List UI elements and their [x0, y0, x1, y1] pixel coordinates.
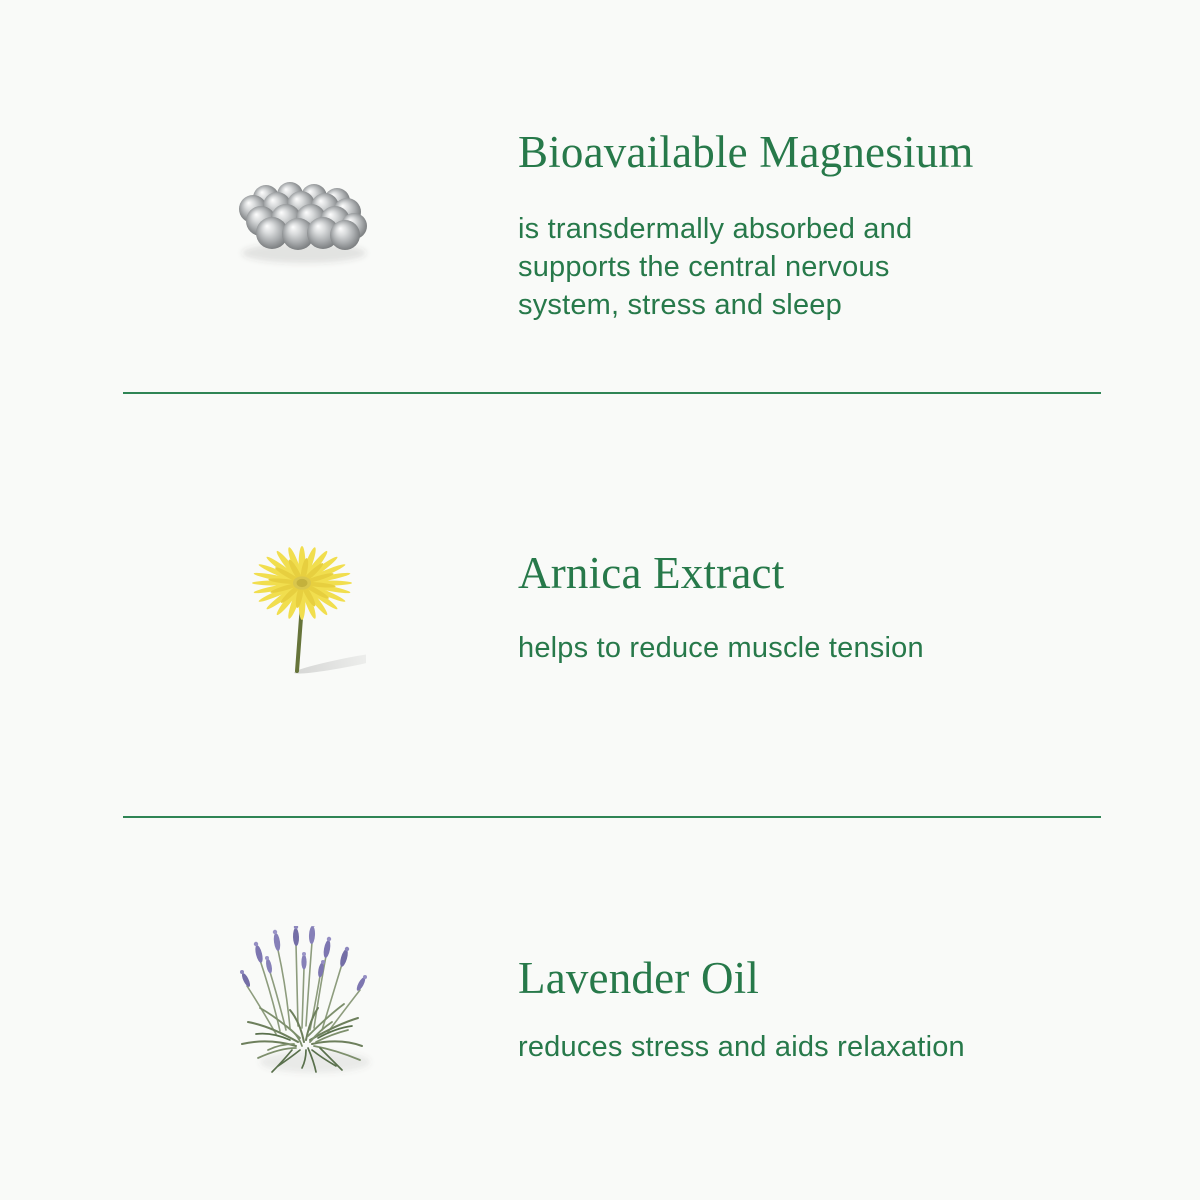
- ingredient-title: Bioavailable Magnesium: [518, 127, 974, 177]
- lavender-plant-icon: [220, 926, 380, 1078]
- arnica-flower-icon: [246, 543, 366, 678]
- description-line: helps to reduce muscle tension: [518, 632, 924, 664]
- ingredient-title: Arnica Extract: [518, 548, 785, 598]
- lavender-plant-image: [220, 926, 380, 1078]
- ingredient-title: Lavender Oil: [518, 953, 760, 1003]
- description-line: is transdermally absorbed and: [518, 213, 913, 245]
- magnesium-spheres-image: [226, 168, 378, 270]
- description-line: system, stress and sleep: [518, 289, 842, 321]
- ingredient-description: [518, 210, 912, 324]
- section-divider: [123, 392, 1101, 394]
- description-line: supports the central nervous: [518, 251, 890, 283]
- section-divider: [123, 816, 1101, 818]
- arnica-flower-image: [246, 543, 366, 678]
- magnesium-spheres-icon: [226, 168, 378, 270]
- ingredient-description: [518, 629, 924, 667]
- description-line: reduces stress and aids relaxation: [518, 1031, 965, 1063]
- ingredient-description: [518, 1028, 965, 1066]
